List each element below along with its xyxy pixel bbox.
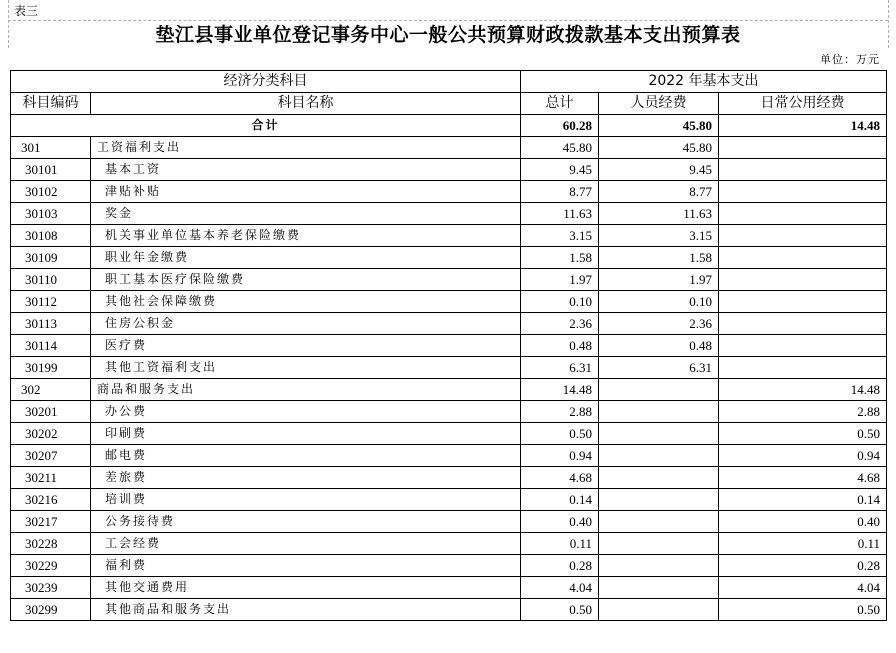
row-total: 3.15 [521, 225, 599, 247]
row-public: 0.14 [719, 489, 887, 511]
row-name: 其他交通费用 [91, 577, 521, 599]
row-code: 30299 [11, 599, 91, 621]
table-row [11, 533, 887, 555]
row-total: 2.36 [521, 313, 599, 335]
page-title: 垫江县事业单位登记事务中心一般公共预算财政拨款基本支出预算表 [155, 24, 741, 46]
table-row [11, 137, 887, 159]
total-row [11, 115, 887, 137]
row-public [719, 313, 887, 335]
row-personnel [599, 533, 719, 555]
header-basic-expenditure: 2022 年基本支出 [521, 71, 887, 93]
row-personnel [599, 379, 719, 401]
row-name: 津贴补贴 [91, 181, 521, 203]
table-row [11, 247, 887, 269]
row-total: 0.40 [521, 511, 599, 533]
row-public: 2.88 [719, 401, 887, 423]
row-code: 30211 [11, 467, 91, 489]
row-total: 4.68 [521, 467, 599, 489]
table-row [11, 291, 887, 313]
table-row [11, 203, 887, 225]
row-total: 8.77 [521, 181, 599, 203]
row-total: 14.48 [521, 379, 599, 401]
row-code: 30207 [11, 445, 91, 467]
budget-table [10, 70, 887, 621]
row-public [719, 137, 887, 159]
row-name: 培训费 [91, 489, 521, 511]
row-personnel [599, 401, 719, 423]
row-name: 商品和服务支出 [91, 379, 521, 401]
table-row [11, 357, 887, 379]
row-total: 9.45 [521, 159, 599, 181]
row-public [719, 181, 887, 203]
table-row [11, 379, 887, 401]
row-code: 30201 [11, 401, 91, 423]
table-row [11, 599, 887, 621]
row-personnel [599, 467, 719, 489]
row-total: 0.10 [521, 291, 599, 313]
row-public: 14.48 [719, 379, 887, 401]
row-code: 30103 [11, 203, 91, 225]
row-total: 0.48 [521, 335, 599, 357]
row-code: 30114 [11, 335, 91, 357]
row-name: 工会经费 [91, 533, 521, 555]
table-row [11, 401, 887, 423]
row-name: 工资福利支出 [91, 137, 521, 159]
table-row [11, 423, 887, 445]
table-row [11, 467, 887, 489]
row-total: 0.11 [521, 533, 599, 555]
row-personnel [599, 445, 719, 467]
row-public: 0.50 [719, 599, 887, 621]
row-personnel: 0.48 [599, 335, 719, 357]
row-code: 30202 [11, 423, 91, 445]
row-total: 11.63 [521, 203, 599, 225]
row-personnel: 1.97 [599, 269, 719, 291]
row-name: 其他工资福利支出 [91, 357, 521, 379]
row-total: 4.04 [521, 577, 599, 599]
row-code: 30112 [11, 291, 91, 313]
total-public: 14.48 [719, 115, 887, 137]
table-row [11, 335, 887, 357]
row-code: 30199 [11, 357, 91, 379]
row-public: 4.68 [719, 467, 887, 489]
row-name: 差旅费 [91, 467, 521, 489]
row-public [719, 357, 887, 379]
row-public: 0.94 [719, 445, 887, 467]
table-label: 表三 [14, 4, 39, 18]
row-public: 0.11 [719, 533, 887, 555]
header-row-group [11, 71, 887, 93]
table-row [11, 181, 887, 203]
row-public [719, 291, 887, 313]
row-total: 0.14 [521, 489, 599, 511]
row-name: 其他商品和服务支出 [91, 599, 521, 621]
row-code: 302 [11, 379, 91, 401]
row-name: 职业年金缴费 [91, 247, 521, 269]
row-code: 30102 [11, 181, 91, 203]
header-public: 日常公用经费 [719, 93, 887, 115]
row-name: 住房公积金 [91, 313, 521, 335]
row-personnel: 45.80 [599, 137, 719, 159]
row-personnel: 6.31 [599, 357, 719, 379]
row-personnel: 8.77 [599, 181, 719, 203]
row-personnel: 3.15 [599, 225, 719, 247]
row-personnel: 9.45 [599, 159, 719, 181]
row-public [719, 335, 887, 357]
row-total: 0.28 [521, 555, 599, 577]
row-name: 职工基本医疗保险缴费 [91, 269, 521, 291]
row-name: 基本工资 [91, 159, 521, 181]
row-name: 奖金 [91, 203, 521, 225]
row-name: 机关事业单位基本养老保险缴费 [91, 225, 521, 247]
row-code: 30216 [11, 489, 91, 511]
row-personnel [599, 423, 719, 445]
row-total: 0.50 [521, 599, 599, 621]
total-sum: 60.28 [521, 115, 599, 137]
row-code: 30217 [11, 511, 91, 533]
row-total: 6.31 [521, 357, 599, 379]
table-row [11, 269, 887, 291]
row-public [719, 159, 887, 181]
row-public: 0.28 [719, 555, 887, 577]
total-label: 合计 [11, 115, 521, 137]
row-code: 30101 [11, 159, 91, 181]
row-personnel: 1.58 [599, 247, 719, 269]
row-personnel: 11.63 [599, 203, 719, 225]
table-row [11, 313, 887, 335]
row-personnel: 2.36 [599, 313, 719, 335]
row-name: 医疗费 [91, 335, 521, 357]
row-public [719, 225, 887, 247]
row-personnel [599, 577, 719, 599]
row-code: 301 [11, 137, 91, 159]
table-row [11, 445, 887, 467]
unit-label: 单位：万元 [820, 53, 880, 66]
row-total: 2.88 [521, 401, 599, 423]
row-public: 4.04 [719, 577, 887, 599]
row-name: 办公费 [91, 401, 521, 423]
row-public [719, 269, 887, 291]
row-code: 30109 [11, 247, 91, 269]
row-total: 0.50 [521, 423, 599, 445]
table-row [11, 225, 887, 247]
row-public [719, 203, 887, 225]
row-total: 1.58 [521, 247, 599, 269]
row-total: 0.94 [521, 445, 599, 467]
row-public [719, 247, 887, 269]
row-personnel: 0.10 [599, 291, 719, 313]
row-personnel [599, 511, 719, 533]
row-code: 30110 [11, 269, 91, 291]
header-row-columns [11, 93, 887, 115]
header-personnel: 人员经费 [599, 93, 719, 115]
row-personnel [599, 555, 719, 577]
table-row [11, 577, 887, 599]
row-code: 30239 [11, 577, 91, 599]
row-total: 45.80 [521, 137, 599, 159]
table-row [11, 489, 887, 511]
header-economic-category: 经济分类科目 [11, 71, 521, 93]
row-personnel [599, 489, 719, 511]
row-personnel [599, 599, 719, 621]
table-row [11, 511, 887, 533]
row-code: 30229 [11, 555, 91, 577]
row-code: 30108 [11, 225, 91, 247]
row-name: 邮电费 [91, 445, 521, 467]
total-personnel: 45.80 [599, 115, 719, 137]
row-public: 0.40 [719, 511, 887, 533]
table-row [11, 555, 887, 577]
table-row [11, 159, 887, 181]
row-name: 其他社会保障缴费 [91, 291, 521, 313]
header-name: 科目名称 [91, 93, 521, 115]
header-code: 科目编码 [11, 93, 91, 115]
row-name: 公务接待费 [91, 511, 521, 533]
row-public: 0.50 [719, 423, 887, 445]
row-code: 30228 [11, 533, 91, 555]
row-code: 30113 [11, 313, 91, 335]
row-name: 福利费 [91, 555, 521, 577]
row-name: 印刷费 [91, 423, 521, 445]
header-total: 总计 [521, 93, 599, 115]
row-total: 1.97 [521, 269, 599, 291]
